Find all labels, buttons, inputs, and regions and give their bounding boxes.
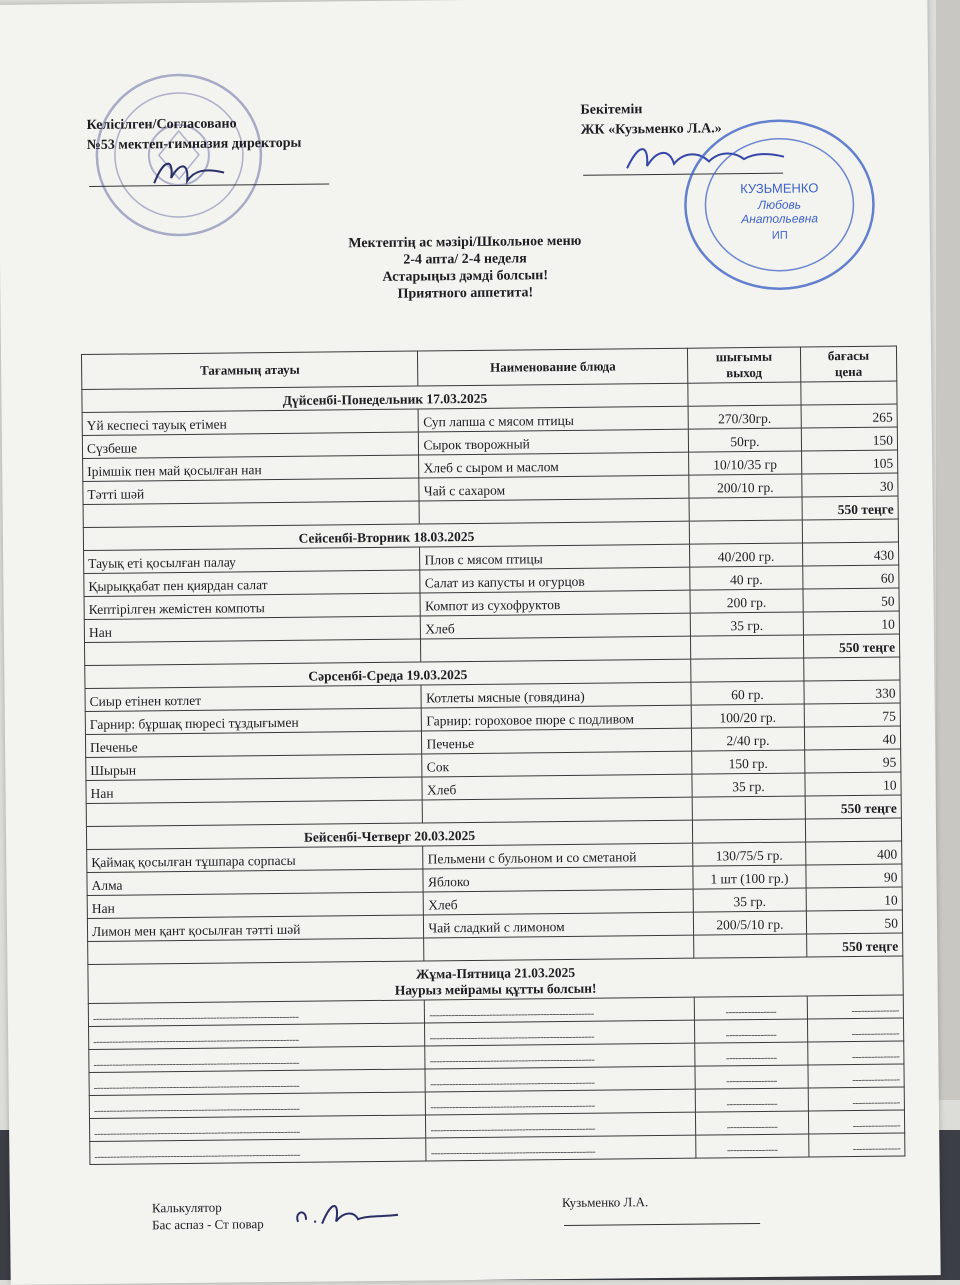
friday-title: Жұма-Пятница 21.03.2025 — [415, 964, 576, 982]
dish-price: 10 — [806, 887, 902, 911]
total-empty-cell — [419, 498, 689, 524]
day-total: 550 теңге — [806, 933, 902, 957]
dish-name-kz: Сүзбеше — [82, 432, 419, 459]
friday-subtitle: Наурыз мейрамы құтты болсын! — [394, 980, 597, 998]
approval-right-line1: Бекітемін — [580, 102, 643, 118]
dish-price: 105 — [801, 450, 897, 474]
header-kz: Тағамның атауы — [81, 351, 418, 390]
menu-table — [81, 346, 905, 1166]
dish-price: 50 — [806, 910, 902, 934]
header-ru: Наименование блюда — [418, 348, 688, 386]
dash-cell-out: ---------------- — [696, 1134, 809, 1158]
dish-name-kz: Кептірілген жемістен компоты — [84, 593, 421, 620]
dish-name-kz: Алма — [87, 869, 424, 896]
dish-output: 150 гр. — [692, 750, 805, 774]
stamp-name3: Анатольевна — [741, 211, 819, 227]
dish-price: 50 — [803, 588, 899, 612]
day-total: 550 теңге — [803, 634, 899, 658]
dish-price: 10 — [803, 611, 899, 635]
total-empty-cell — [424, 935, 694, 961]
title-line3: Астарыңыз дәмді болсын! — [382, 268, 549, 285]
background-wall — [936, 0, 960, 1100]
dish-name-kz: Тауық еті қосылған палау — [84, 547, 421, 574]
dish-name-kz: Тәтті шәй — [83, 478, 420, 505]
header-out-kz: шығымы — [715, 348, 773, 365]
day-empty-cell — [802, 519, 898, 543]
total-empty-cell — [690, 635, 803, 659]
footer-left — [152, 1198, 264, 1233]
dish-output: 35 гр. — [693, 888, 806, 912]
dash-cell-out: ---------------- — [695, 1065, 808, 1089]
dash-cell-price: --------------- — [807, 995, 903, 1019]
dash-cell-out: ---------------- — [695, 1042, 808, 1066]
dish-name-ru: Сырок творожный — [419, 429, 689, 455]
approval-right-line2: ЖК «Кузьменко Л.А.» — [580, 121, 722, 138]
title-line4: Приятного аппетита! — [397, 285, 534, 302]
dish-name-kz: Лимон мен қант қосылған тәтті шәй — [87, 915, 424, 942]
dash-cell-ru: ---------------------------------------------------- — [425, 1066, 695, 1092]
dish-name-ru: Салат из капусты и огурцов — [420, 567, 690, 593]
dish-name-kz: Қырыққабат пен қиярдан салат — [84, 570, 421, 597]
dash-cell-kz: ----------------------------------------------------------------- — [89, 1023, 426, 1050]
total-empty-cell — [689, 497, 802, 521]
dash-cell-kz: ----------------------------------------------------------------- — [88, 1000, 425, 1027]
dash-cell-out: ---------------- — [695, 1088, 808, 1112]
day-empty-cell — [692, 819, 805, 843]
dish-output: 10/10/35 гр — [689, 451, 802, 475]
dash-cell-ru: ---------------------------------------------------- — [425, 997, 695, 1023]
dish-price: 90 — [806, 864, 902, 888]
dish-name-kz: Гарнир: бұршақ пюресі тұздығымен — [85, 708, 422, 735]
dish-name-ru: Котлеты мясные (говядина) — [421, 682, 691, 708]
dash-cell-price: --------------- — [808, 1041, 904, 1065]
dish-output: 35 гр. — [692, 773, 805, 797]
dash-cell-ru: ---------------------------------------------------- — [425, 1043, 695, 1069]
dish-name-ru: Гарнир: гороховое пюре с подливом — [422, 705, 692, 731]
day-empty-cell — [804, 657, 900, 681]
dish-name-ru: Хлеб с сыром и маслом — [419, 452, 689, 478]
dash-cell-kz: ----------------------------------------------------------------- — [90, 1138, 427, 1165]
dish-price: 75 — [804, 703, 900, 727]
menu-body — [82, 381, 905, 1164]
footer-line2: Бас аспаз - Ст повар — [152, 1216, 264, 1233]
footer-line1: Калькулятор — [151, 1199, 222, 1216]
dish-price: 60 — [803, 565, 899, 589]
dish-price: 330 — [804, 680, 900, 704]
dish-name-kz: Шырын — [86, 754, 423, 781]
title-line1: Мектептің ас мәзірі/Школьное меню — [348, 233, 582, 252]
approval-left-line1: Келісілген/Согласовано — [86, 116, 237, 133]
dash-cell-out: ---------------- — [694, 1019, 807, 1043]
header-out — [687, 347, 800, 383]
dish-name-ru: Хлеб — [421, 613, 691, 639]
dish-name-ru: Хлеб — [422, 774, 692, 800]
approval-left-line2: №53 мектеп-гимназия директоры — [86, 135, 302, 153]
dish-price: 400 — [805, 841, 901, 865]
dish-price: 265 — [801, 404, 897, 428]
dish-price: 30 — [802, 473, 898, 497]
menu-title — [0, 229, 930, 307]
dish-name-ru: Компот из сухофруктов — [420, 590, 690, 616]
header-price-ru: цена — [834, 363, 863, 380]
dish-price: 10 — [805, 772, 901, 796]
dish-output: 60 гр. — [691, 681, 804, 705]
day-title: Бейсенбі-Четверг 20.03.2025 — [86, 820, 692, 849]
total-empty-cell — [694, 934, 807, 958]
header-price-kz: бағасы — [827, 347, 870, 364]
dish-output: 2/40 гр. — [691, 727, 804, 751]
dish-name-kz: Үй кеспесі тауық етімен — [82, 409, 419, 436]
approval-left — [86, 114, 301, 156]
dish-name-ru: Чай с сахаром — [419, 475, 689, 501]
dish-output: 35 гр. — [690, 612, 803, 636]
dish-name-ru: Чай сладкий с лимоном — [424, 912, 694, 938]
dash-cell-ru: ---------------------------------------------------- — [426, 1089, 696, 1115]
stamp-name2: Любовь — [757, 197, 802, 212]
footer-right-signature-line — [564, 1223, 760, 1226]
day-empty-cell — [691, 658, 804, 682]
dish-name-ru: Хлеб — [424, 889, 694, 915]
dish-name-ru: Сок — [422, 751, 692, 777]
dash-cell-price: --------------- — [808, 1064, 904, 1088]
dish-name-kz: Нан — [84, 616, 421, 643]
dash-cell-ru: ---------------------------------------------------- — [426, 1135, 696, 1161]
dish-output: 270/30гр. — [688, 405, 801, 429]
dish-name-kz: Сиыр етінен котлет — [85, 685, 422, 712]
total-empty-cell — [421, 636, 691, 662]
day-title: Сәрсенбі-Среда 19.03.2025 — [85, 659, 691, 688]
dash-cell-price: --------------- — [807, 1018, 903, 1042]
dash-cell-out: ---------------- — [694, 996, 807, 1020]
stamp-suffix: ИП — [771, 229, 788, 242]
dash-cell-out: ---------------- — [695, 1111, 808, 1135]
day-title: Дүйсенбі-Понедельник 17.03.2025 — [82, 383, 688, 412]
header-price — [800, 346, 897, 382]
dish-name-ru: Печенье — [422, 728, 692, 754]
dish-name-ru: Суп лапша с мясом птицы — [419, 406, 689, 432]
dish-name-kz: Қаймақ қосылған тұшпара сорпасы — [87, 846, 424, 873]
cook-signature-icon — [292, 1197, 402, 1234]
total-empty-cell — [692, 796, 805, 820]
total-empty-cell — [423, 797, 693, 823]
dish-name-kz: Печенье — [85, 731, 422, 758]
dash-cell-price: --------------- — [808, 1087, 904, 1111]
dash-cell-price: --------------- — [808, 1110, 904, 1134]
dish-output: 100/20 гр. — [691, 704, 804, 728]
stamp-name1: КУЗЬМЕНКО — [740, 180, 819, 197]
dish-output: 1 шт (100 гр.) — [693, 865, 806, 889]
dash-cell-kz: ----------------------------------------------------------------- — [89, 1092, 426, 1119]
dash-cell-kz: ----------------------------------------------------------------- — [89, 1115, 426, 1142]
dish-name-ru: Плов с мясом птицы — [420, 544, 690, 570]
director-signature-icon — [149, 152, 229, 193]
day-empty-cell — [805, 818, 901, 842]
dish-output: 40/200 гр. — [690, 543, 803, 567]
day-total: 550 теңге — [802, 496, 898, 520]
dish-price: 40 — [804, 726, 900, 750]
dish-name-kz: Ірімшік пен май қосылған нан — [83, 455, 420, 482]
day-empty-cell — [689, 520, 802, 544]
dash-cell-ru: ---------------------------------------------------- — [426, 1112, 696, 1138]
footer-right-name: Кузьменко Л.А. — [561, 1194, 649, 1211]
title-line2: 2-4 апта/ 2-4 неделя — [403, 251, 527, 268]
dish-price: 150 — [801, 427, 897, 451]
day-title: Сейсенбі-Вторник 18.03.2025 — [83, 521, 689, 550]
dish-name-kz: Нан — [86, 777, 423, 804]
dash-cell-kz: ----------------------------------------------------------------- — [89, 1046, 426, 1073]
dish-name-ru: Яблоко — [423, 866, 693, 892]
dish-output: 200/5/10 гр. — [693, 911, 806, 935]
dish-output: 200/10 гр. — [689, 474, 802, 498]
dish-price: 95 — [805, 749, 901, 773]
header-out-ru: выход — [726, 364, 763, 381]
day-total: 550 теңге — [805, 795, 901, 819]
day-empty-cell — [801, 381, 897, 405]
dish-price: 430 — [802, 542, 898, 566]
day-empty-cell — [688, 382, 801, 406]
dish-output: 40 гр. — [690, 566, 803, 590]
dish-name-kz: Нан — [87, 892, 424, 919]
dish-output: 50гр. — [688, 428, 801, 452]
dish-output: 130/75/5 гр. — [693, 842, 806, 866]
dish-output: 200 гр. — [690, 589, 803, 613]
dash-cell-ru: ---------------------------------------------------- — [425, 1020, 695, 1046]
dash-cell-kz: ----------------------------------------------------------------- — [89, 1069, 426, 1096]
dash-cell-price: --------------- — [809, 1133, 905, 1157]
dish-name-ru: Пельмени с бульоном и со сметаной — [423, 843, 693, 869]
